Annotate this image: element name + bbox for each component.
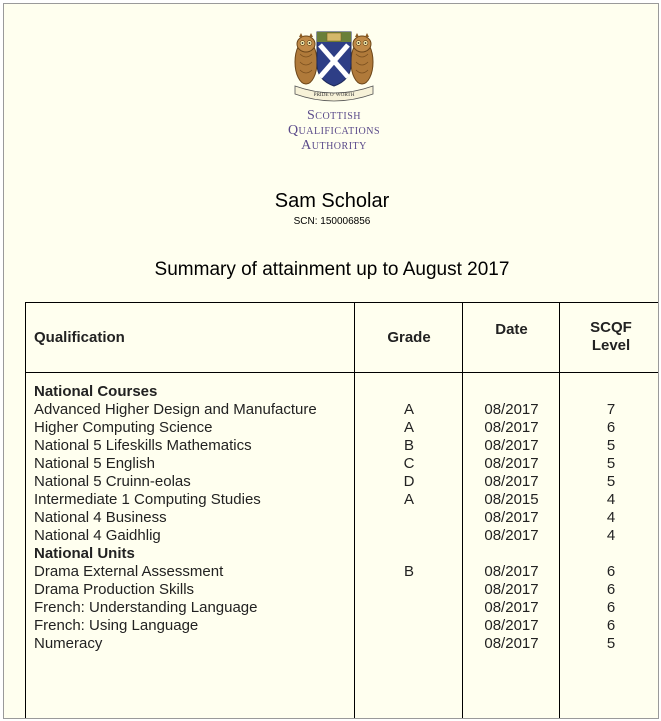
grade-cell: B: [403, 437, 414, 454]
sqa-crest-logo: [289, 22, 379, 102]
org-line: Scottish: [306, 108, 361, 123]
table-row: [26, 581, 659, 599]
shield-icon: [317, 32, 351, 86]
header-qualification: Qualification: [34, 329, 125, 346]
candidate-name: Sam Scholar: [274, 190, 390, 212]
header-grade: Grade: [387, 329, 431, 346]
right-owl-icon: [351, 33, 373, 84]
date-cell: 08/2017: [484, 455, 539, 472]
qualification-cell: National 4 Business: [34, 509, 167, 526]
qualification-cell: Higher Computing Science: [34, 419, 213, 436]
header-scqf-line: SCQF: [590, 319, 632, 336]
qualification-cell: French: Using Language: [34, 617, 199, 634]
date-cell: 08/2017: [484, 401, 539, 418]
table-body: [26, 383, 659, 653]
date-cell: 08/2017: [484, 527, 539, 544]
date-cell: 08/2015: [484, 491, 539, 508]
table-row: [26, 455, 659, 473]
level-cell: 5: [606, 473, 616, 490]
grade-cell: B: [403, 563, 414, 580]
grade-cell: A: [403, 491, 414, 508]
level-cell: 6: [606, 599, 616, 616]
table-row: [26, 419, 659, 437]
table-row: [26, 617, 659, 635]
date-cell: 08/2017: [484, 599, 539, 616]
attainment-table: [25, 302, 659, 719]
level-cell: 5: [606, 437, 616, 454]
date-cell: 08/2017: [484, 563, 539, 580]
motto-text: PRIDE O' WORTH: [313, 92, 355, 98]
level-cell: 5: [606, 455, 616, 472]
table-row: [26, 599, 659, 617]
header-scqf-line: Level: [591, 337, 631, 354]
qualification-cell: National 5 English: [34, 455, 155, 472]
candidate-scn: SCN: 150006856: [293, 216, 371, 227]
header-date: Date: [495, 321, 528, 338]
qualification-cell: National 5 Cruinn-eolas: [34, 473, 191, 490]
table-row: [26, 473, 659, 491]
table-row: [26, 509, 659, 527]
date-cell: 08/2017: [484, 437, 539, 454]
header-divider: [26, 372, 659, 373]
qualification-cell: National 4 Gaidhlig: [34, 527, 161, 544]
date-cell: 08/2017: [484, 473, 539, 490]
section-header-row: [26, 545, 659, 563]
qualification-cell: Numeracy: [34, 635, 103, 652]
level-cell: 4: [606, 509, 616, 526]
table-row: [26, 563, 659, 581]
table-row: [26, 527, 659, 545]
date-cell: 08/2017: [484, 581, 539, 598]
grade-cell: D: [403, 473, 415, 490]
qualification-cell: Drama External Assessment: [34, 563, 224, 580]
qualification-cell: Drama Production Skills: [34, 581, 195, 598]
section-title: National Units: [34, 545, 135, 562]
section-title: National Courses: [34, 383, 158, 400]
level-cell: 6: [606, 581, 616, 598]
qualification-cell: French: Understanding Language: [34, 599, 258, 616]
motto-ribbon: [295, 86, 373, 101]
date-cell: 08/2017: [484, 617, 539, 634]
qualification-cell: National 5 Lifeskills Mathematics: [34, 437, 252, 454]
grade-cell: A: [403, 419, 414, 436]
grade-cell: C: [403, 455, 415, 472]
date-cell: 08/2017: [484, 509, 539, 526]
table-row: [26, 491, 659, 509]
level-cell: 6: [606, 419, 616, 436]
certificate-page: [3, 3, 659, 719]
section-header-row: [26, 383, 659, 401]
table-row: [26, 635, 659, 653]
level-cell: 6: [606, 617, 616, 634]
grade-cell: A: [403, 401, 414, 418]
qualification-cell: Intermediate 1 Computing Studies: [34, 491, 261, 508]
date-cell: 08/2017: [484, 419, 539, 436]
level-cell: 7: [606, 401, 616, 418]
level-cell: 6: [606, 563, 616, 580]
left-owl-icon: [295, 33, 317, 84]
qualification-cell: Advanced Higher Design and Manufacture: [34, 401, 317, 418]
level-cell: 4: [606, 491, 616, 508]
level-cell: 4: [606, 527, 616, 544]
date-cell: 08/2017: [484, 635, 539, 652]
org-line: Qualifications: [287, 123, 381, 138]
organisation-name: [234, 108, 434, 153]
table-row: [26, 437, 659, 455]
level-cell: 5: [606, 635, 616, 652]
table-row: [26, 401, 659, 419]
header-scqf-level: [560, 319, 659, 355]
org-line: Authority: [301, 138, 367, 153]
summary-title: Summary of attainment up to August 2017: [154, 259, 510, 280]
